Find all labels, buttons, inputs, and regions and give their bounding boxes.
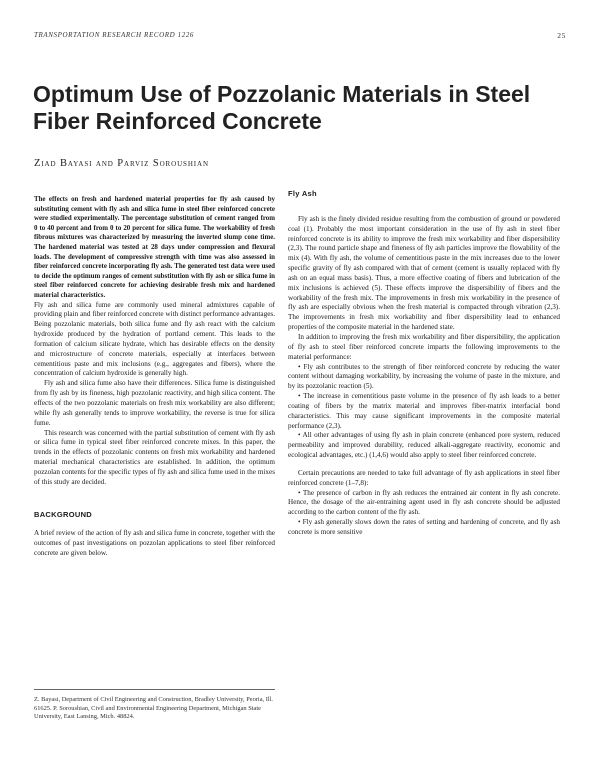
bullet-item: • Fly ash generally slows down the rates of setting and hardening of concrete, and fly ash concrete is more sensitive xyxy=(288,518,560,536)
paper-authors: Ziad Bayasi and Parviz Soroushian xyxy=(34,158,209,169)
fly-ash-paragraph-2: In addition to improving the fresh mix workability and fiber dispersibility, the application of fly ash to steel fiber reinforced concrete imparts the following improvements to the material performance: xyxy=(288,332,560,361)
intro-paragraph-3: This research was concerned with the partial substitution of cement with fly ash or silica fume in typical steel fiber reinforced concrete mixes. In this paper, the trends in the effects of pozzolanic contents on fresh mix workability and hardened material mechanical characteristics are established. In addition, the optimum pozzolan contents for the specific types of fly ash and silica fume used in the mixes of this study are decided. xyxy=(34,428,275,486)
fly-ash-heading: Fly Ash xyxy=(288,189,317,198)
precautions-paragraph: Certain precautions are needed to take full advantage of fly ash applications in steel fiber reinforced concrete (1–7,8): xyxy=(288,468,560,487)
bullet-item: • All other advantages of using fly ash in plain concrete (enhanced pore system, reduced permeability and improved durability, reduced alkali-aggregate reactivity, economic and ecological advantages, etc.) (1,4,6) would also apply to steel fiber reinforced concrete. xyxy=(288,431,560,460)
running-head-title: TRANSPORTATION RESEARCH RECORD 1226 xyxy=(34,31,195,39)
left-column xyxy=(34,195,275,559)
background-paragraph: A brief review of the action of fly ash and silica fume in concrete, together with the outcomes of past investigations on pozzolan applications to steel fiber reinforced concrete are given below. xyxy=(34,529,275,558)
page-number: 25 xyxy=(557,31,566,40)
bullet-item: • The increase in cementitious paste volume in the presence of fly ash leads to a better coating of fibers by the matrix material and improves fiber-matrix interfacial bond characteristics. This may cause significant improvements in the composite material performance (2,3). xyxy=(288,392,560,430)
paper-title: Optimum Use of Pozzolanic Materials in Steel Fiber Reinforced Concrete xyxy=(33,81,531,134)
author-footnote: Z. Bayasi, Department of Civil Engineering and Construction, Bradley University, Peoria, Ill. 61625. P. Soroushian, Civil and Environmental Engineering Department, Michigan State University, East Lansing, Mich. 48824. xyxy=(34,689,275,722)
background-heading: BACKGROUND xyxy=(34,509,92,519)
bullet-item: • Fly ash contributes to the strength of fiber reinforced concrete by reducing the water content without damaging workability, by increasing the volume of paste in the mixture, and by its pozzolanic reaction (5). xyxy=(288,362,560,391)
intro-paragraph-2: Fly ash and silica fume also have their differences. Silica fume is distinguished from fly ash by its fineness, high pozzolanic reactivity, and high silica content. The effects of the two pozzolanic materials on fresh mix workability are also different; while fly ash generally tends to improve workability, the reverse is true for silica fume. xyxy=(34,379,275,427)
right-column xyxy=(288,189,560,538)
abstract: The effects on fresh and hardened material properties for fly ash caused by substituting cement with fly ash and silica fume in steel fiber reinforced concrete were studied experimentally. The percentage substitution of cement ranged from 0 to 40 percent and from 0 to 20 percent for silica fume. The workability of fresh fibrous mixtures was characterized by measuring the inverted slump cone time. The hardened material was tested at 28 days under compression and flexural loads. The development of compressive strength with time was also assessed in fiber reinforced concrete incorporating fly ash. The generated test data were used to decide the optimum ranges of cement substitution with fly ash or silica fume in steel fiber reinforced concrete for achieving desirable fresh mix and hardened material characteristics. xyxy=(34,196,275,299)
intro-paragraph-1: Fly ash and silica fume are commonly used mineral admixtures capable of providing plain and fiber reinforced concrete with distinct performance advantages. Being pozzolanic materials, both silica fume and fly ash react with the calcium hydroxide produced by the hydration of portland cement. This leads to the formation of calcium silicate hydrate, which has desirable effects on the density and microstructure of concrete materials, especially at interfaces between cementitious paste and mix inclusions (e.g., aggregates and fibers), where the concentration of calcium hydroxide is generally high. xyxy=(34,300,275,378)
running-header xyxy=(34,31,566,43)
bullet-item: • The presence of carbon in fly ash reduces the entrained air content in fly ash concrete. Hence, the dosage of the air-entraining agent used in fly ash concrete should be adjusted according to the carbon content of the fly ash. xyxy=(288,488,560,517)
fly-ash-paragraph-1: Fly ash is the finely divided residue resulting from the combustion of ground or powdered coal (1). Probably the most important consideration in the use of fly ash in steel fiber reinforced concrete is its ability to improve the fresh mix workability and fiber dispersibility (2,3). The round particle shape and fineness of fly ash particles improve the flowability of the mix (4). With fly ash, the volume of cementitious paste in the mix increases due to the lower specific gravity of fly ash compared with that of cement (cement is usually replaced with fly ash on an equal mass basis). Thus, a more effective coating of fibers and lubrication of the mix inclusions is achieved (5). These effects improve the dispersibility of fibers and the workability of the fresh mix. The improvements in fresh mix workability in the presence of fly ash are especially obvious when the fresh material is compacted through vibration (2,3). The improvements in fresh mix workability and fiber dispersibility lead to enhanced properties of the composite material in the hardened state. xyxy=(288,214,560,332)
